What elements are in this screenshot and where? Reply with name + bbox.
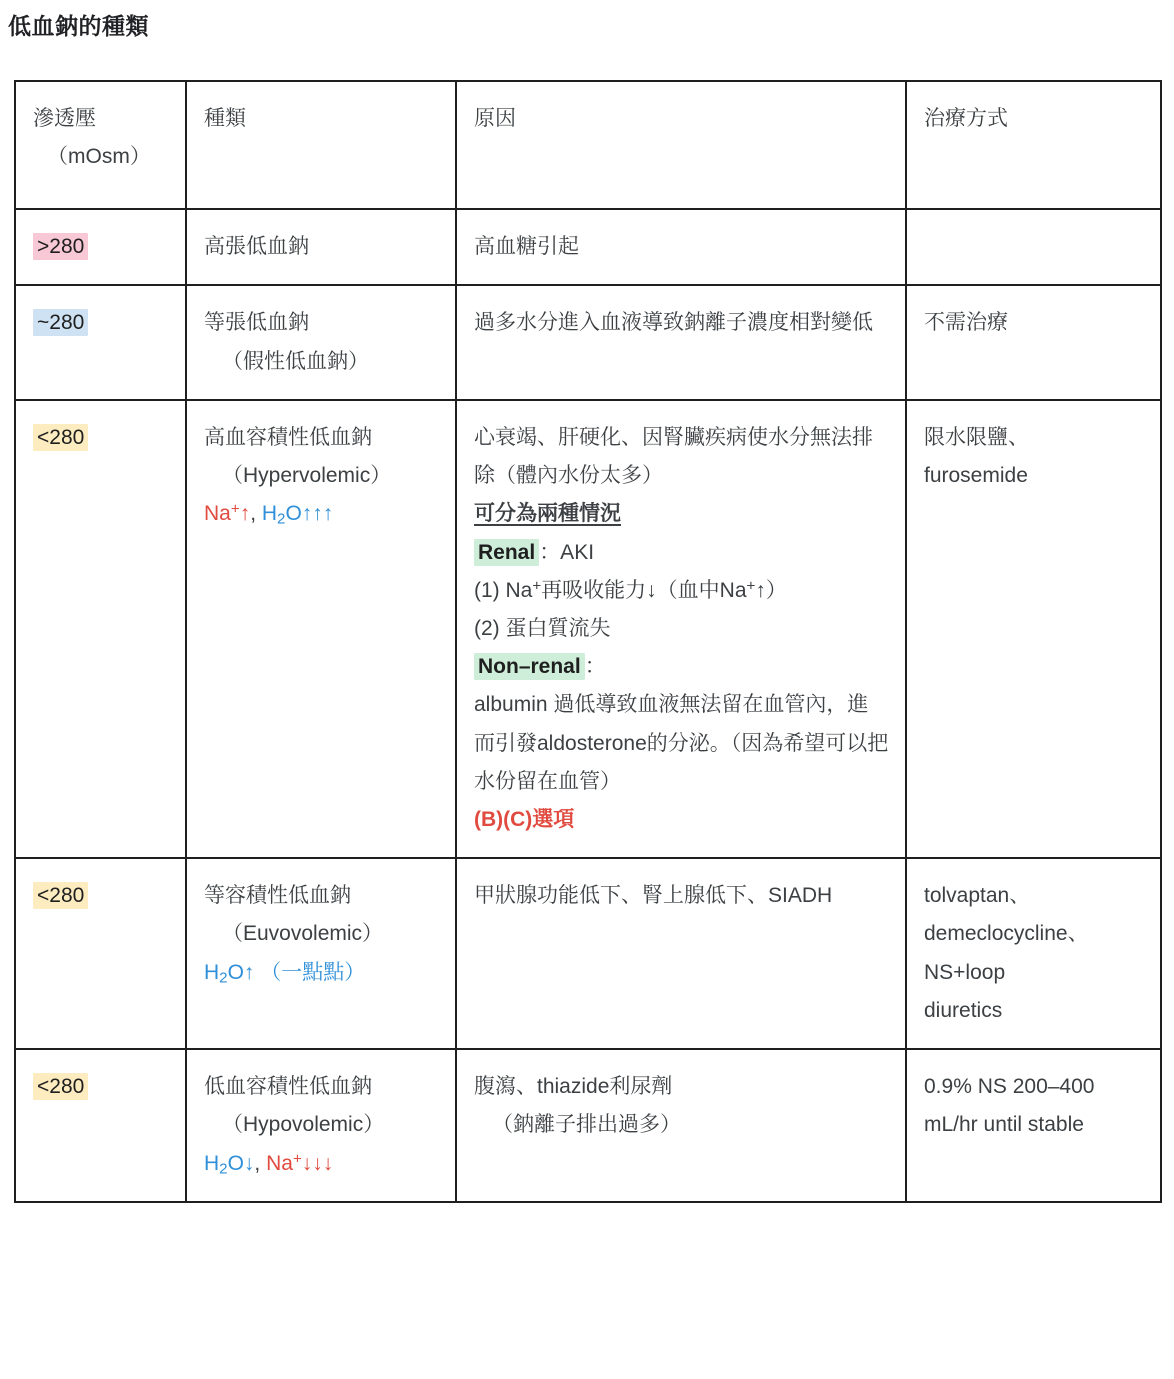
treatment-line: NS+loop [924, 960, 1006, 984]
osmolality-badge: >280 [33, 233, 88, 260]
table-header-row [15, 81, 1161, 209]
type-line: 等容積性低血鈉 [204, 884, 351, 908]
header-osmolality-line2: （mOsm） [47, 145, 151, 169]
type-ion-summary [204, 954, 439, 992]
header-osmolality-line1: 滲透壓 [33, 107, 96, 131]
cause-item-1: (1) Na+再吸收能力↓（血中Na+↑） [474, 577, 787, 602]
cell-treatment [906, 858, 1161, 1049]
treatment-line: diuretics [924, 998, 1003, 1022]
treatment-line: demeclocycline、 [924, 922, 1089, 946]
header-cell-cause: 原因 [456, 81, 906, 209]
cell-type [186, 400, 456, 858]
type-line-subtitle: （Hypervolemic） [222, 464, 392, 488]
type-line-subtitle: （Hypovolemic） [222, 1113, 385, 1137]
page-title: 低血鈉的種類 [8, 13, 149, 39]
cell-cause [456, 285, 906, 399]
type-line: 高張低血鈉 [204, 235, 309, 259]
type-line: 等張低血鈉 [204, 311, 309, 335]
cell-type [186, 858, 456, 1049]
cell-treatment [906, 400, 1161, 858]
treatment-line: tolvaptan、 [924, 884, 1031, 908]
table-row [15, 1049, 1161, 1202]
table-row [15, 285, 1161, 399]
cause-line-note: （鈉離子排出過多） [492, 1113, 681, 1137]
sodium-ion-label: Na+↓↓↓ [266, 1150, 334, 1175]
cause-nonrenal-line [474, 648, 889, 686]
type-line-subtitle: （Euvovolemic） [222, 922, 384, 946]
cell-osmolality [15, 400, 186, 858]
cell-cause [456, 1049, 906, 1202]
cell-cause [456, 400, 906, 858]
treatment-line: 不需治療 [924, 311, 1008, 335]
sodium-ion-label: Na+↑ [204, 500, 251, 526]
water-label: $H_2O↓$ [204, 1151, 255, 1177]
cell-type [186, 209, 456, 285]
header-cell-type: 種類 [186, 81, 456, 209]
water-note: （一點點） [260, 960, 366, 984]
cell-cause [456, 209, 906, 285]
cause-answer-options: (B)(C)選項 [474, 808, 575, 832]
table-row [15, 400, 1161, 858]
type-line: 低血容積性低血鈉 [204, 1075, 372, 1099]
hyponatremia-types-table [14, 80, 1162, 1203]
cell-osmolality [15, 285, 186, 399]
cell-type [186, 285, 456, 399]
osmolality-badge: ~280 [33, 309, 88, 336]
table-container [0, 80, 1174, 1203]
type-line-subtitle: （假性低血鈉） [222, 349, 369, 373]
water-label: $H_2O↑$ [204, 960, 255, 986]
treatment-line: 限水限鹽、 [924, 425, 1029, 449]
cell-osmolality [15, 1049, 186, 1202]
cause-line: 甲狀腺功能低下、腎上腺低下、SIADH [474, 884, 833, 908]
water-label: $H_2O↑↑↑$ [261, 502, 334, 528]
cause-line: 高血糖引起 [474, 235, 579, 259]
cell-osmolality [15, 858, 186, 1049]
ion-separator: , [254, 1151, 261, 1175]
non-renal-text: ： [584, 655, 606, 679]
table-row [15, 209, 1161, 285]
treatment-line: 0.9% NS 200–400 mL/hr until stable [924, 1075, 1095, 1137]
renal-text: ：AKI [539, 540, 595, 564]
osmolality-badge: <280 [33, 1073, 88, 1100]
type-line: 高血容積性低血鈉 [204, 425, 372, 449]
treatment-line: furosemide [924, 464, 1028, 488]
type-ion-summary [204, 495, 439, 533]
cause-renal-line [474, 534, 889, 572]
renal-tag: Renal [474, 539, 539, 566]
header-cell-treatment: 治療方式 [906, 81, 1161, 209]
cell-osmolality [15, 209, 186, 285]
cause-line-main: 腹瀉、thiazide利尿劑 [474, 1075, 673, 1099]
header-cell-osmolality [15, 81, 186, 209]
table-row [15, 858, 1161, 1049]
cell-treatment [906, 285, 1161, 399]
cause-line-main: 心衰竭、肝硬化、因腎臟疾病使水分無法排除（體內水份太多） [474, 425, 873, 488]
cell-treatment [906, 209, 1161, 285]
ion-separator: , [250, 502, 257, 526]
non-renal-tag: Non–renal [474, 653, 585, 680]
cell-treatment [906, 1049, 1161, 1202]
cause-subheading: 可分為兩種情況 [474, 502, 621, 526]
cause-line: 過多水分進入血液導致鈉離子濃度相對變低 [474, 311, 873, 335]
cause-item-2: (2) 蛋白質流失 [474, 616, 611, 640]
osmolality-badge: <280 [33, 424, 88, 451]
cause-albumin-text: albumin 過低導致血液無法留在血管內，進而引發aldosterone的分泌。（因為希望可以把水份留在血管） [474, 693, 889, 793]
type-ion-summary [204, 1145, 439, 1183]
cell-type [186, 1049, 456, 1202]
osmolality-badge: <280 [33, 882, 88, 909]
cell-cause [456, 858, 906, 1049]
